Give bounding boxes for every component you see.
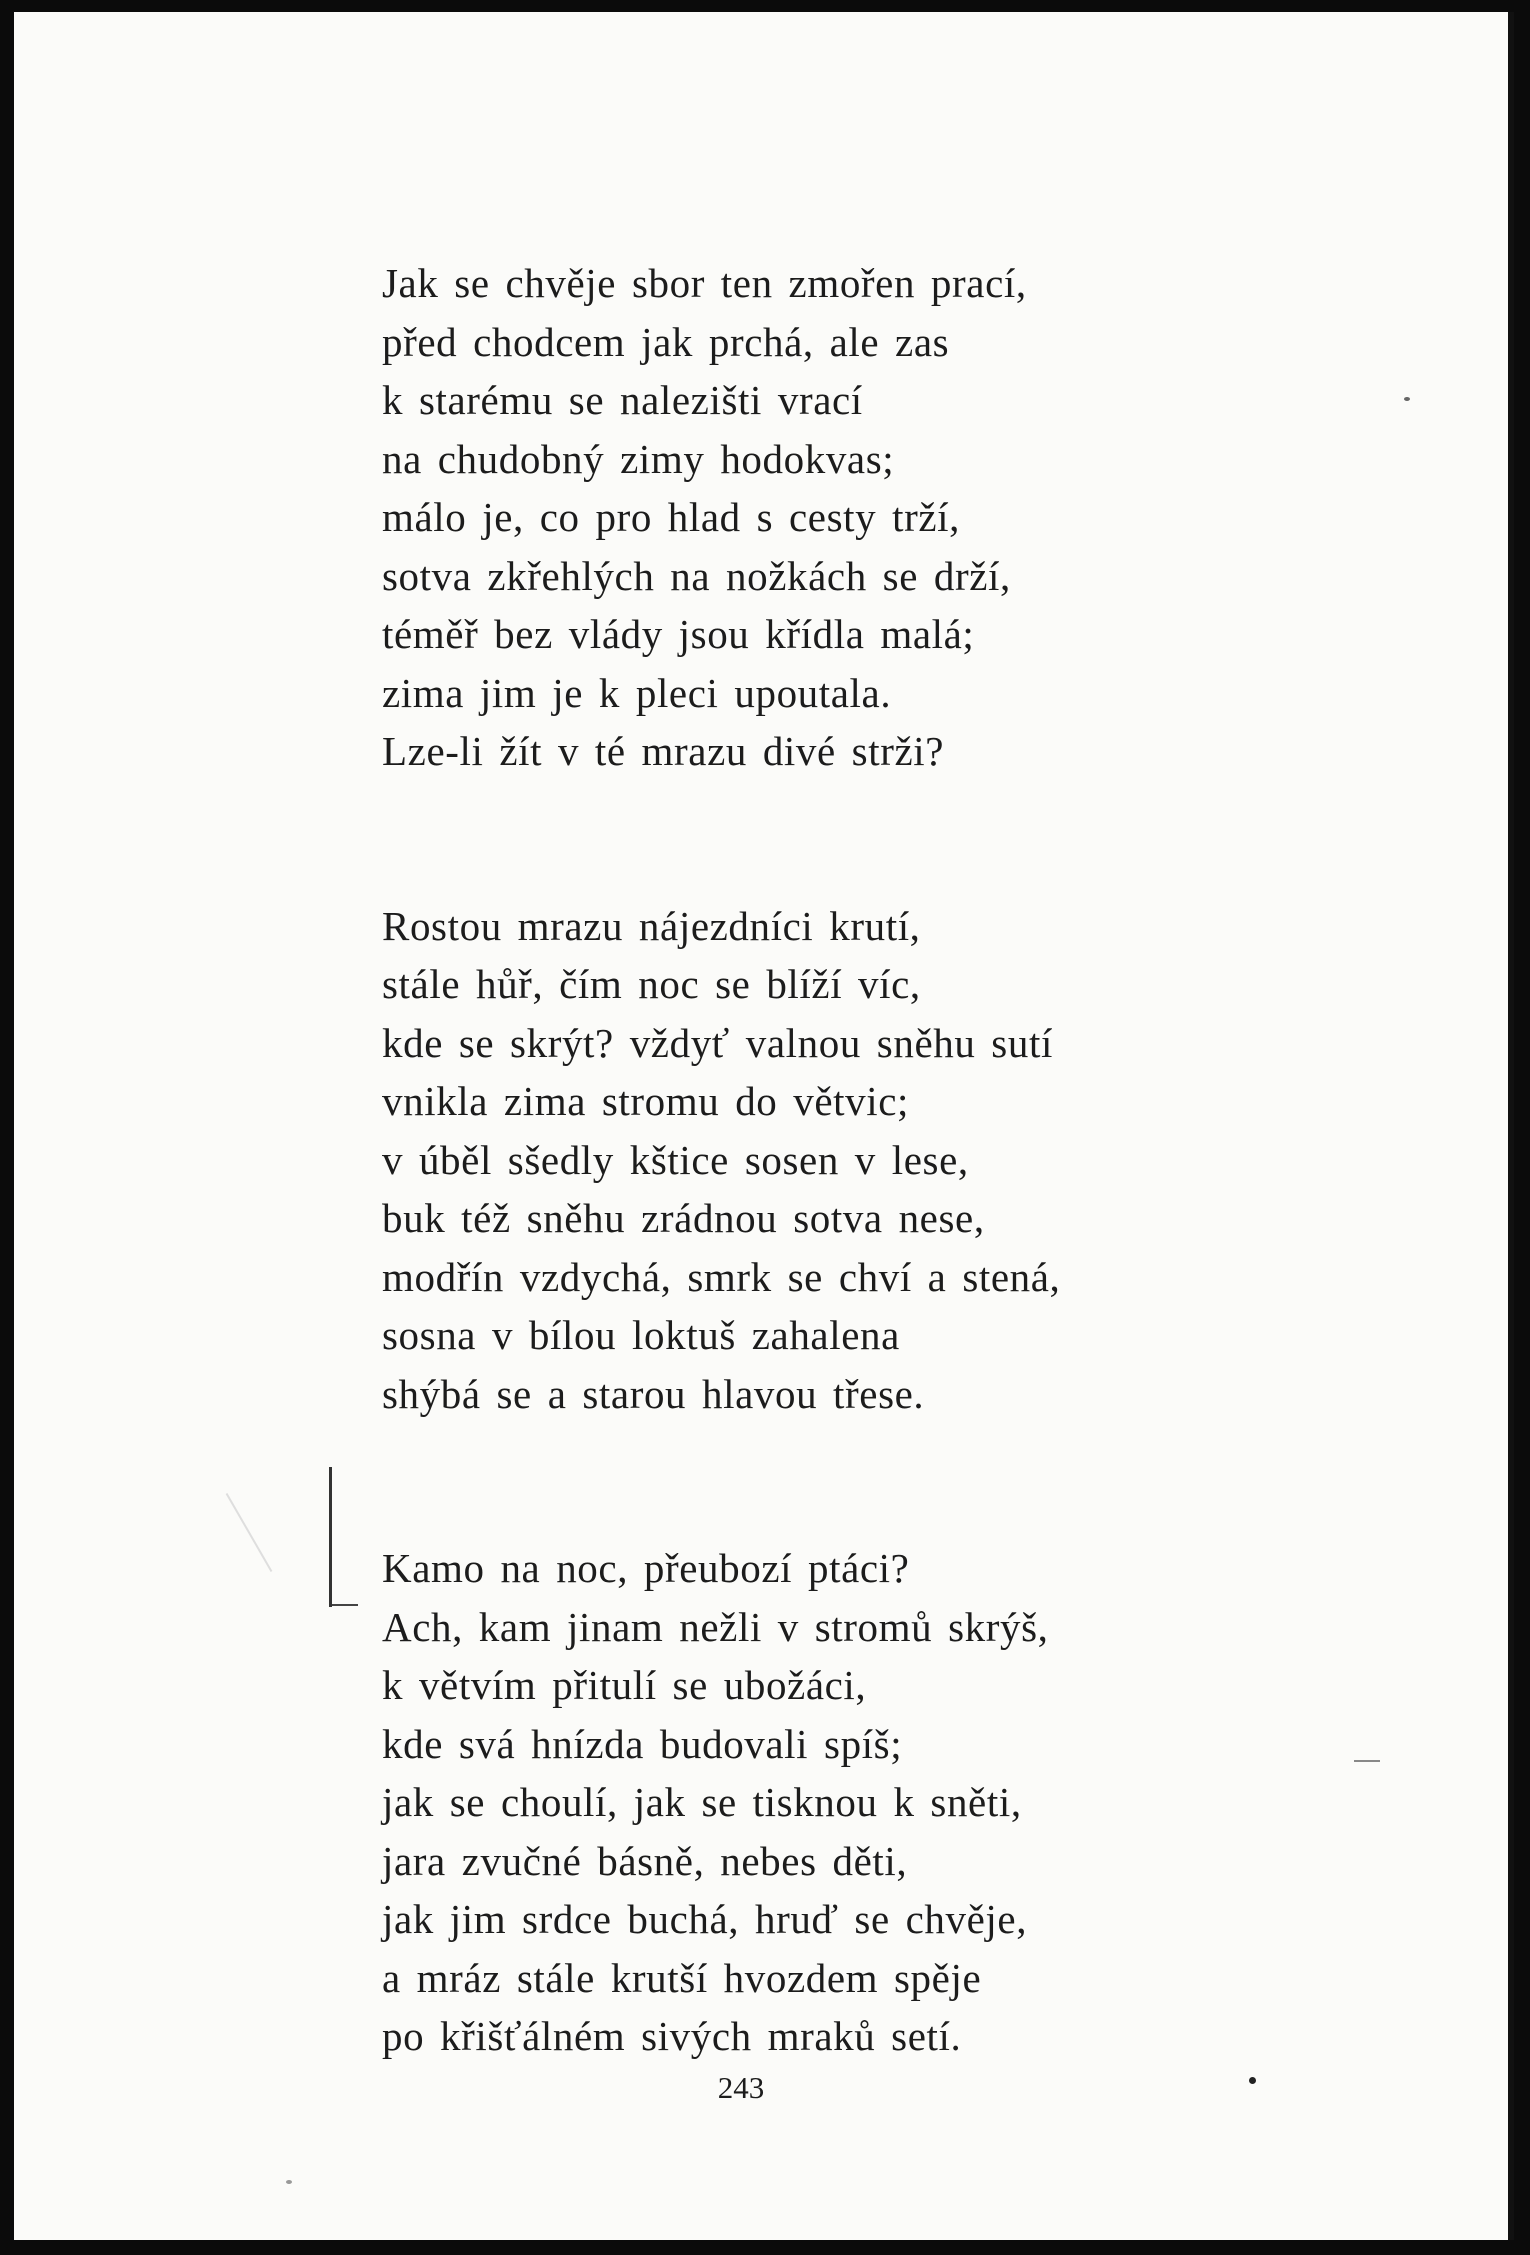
poem-line: Lze-li žít v té mrazu divé strži?	[382, 728, 945, 774]
poem-line: modřín vzdychá, smrk se chví a stená,	[382, 1253, 1061, 1300]
poem-line: v úběl sšedly kštice sosen v lese,	[382, 1136, 969, 1183]
poem-line: sosna v bílou loktuš zahalena	[382, 1312, 900, 1358]
poem-line: na chudobný zimy hodokvas;	[382, 435, 895, 482]
poem-line: jara zvučné básně, nebes děti,	[382, 1837, 908, 1884]
poem-line: téměř bez vlády jsou křídla malá;	[382, 611, 975, 657]
poem-line: Jak se chvěje sbor ten zmořen prací,	[382, 260, 1027, 306]
margin-bracket-mark	[329, 1467, 332, 1607]
poem-line: kde svá hnízda budovali spíš;	[382, 1720, 903, 1767]
book-page	[14, 12, 1514, 2240]
poem-line: stále hůř, čím noc se blíží víc,	[382, 961, 921, 1007]
speck-mark	[1404, 397, 1410, 401]
margin-bracket-tick	[332, 1604, 358, 1606]
stanza-2	[382, 897, 1382, 1424]
poem-line: před chodcem jak prchá, ale zas	[382, 318, 950, 365]
poem-line: Rostou mrazu nájezdníci krutí,	[382, 902, 921, 949]
poem-line: vnikla zima stromu do větvic;	[382, 1078, 910, 1124]
speck-mark	[286, 2180, 292, 2184]
poem-line: jak jim srdce buchá, hruď se chvěje,	[382, 1896, 1028, 1942]
poem-line: Ach, kam jinam nežli v stromů skrýš,	[382, 1603, 1049, 1650]
poem-line: buk též sněhu zrádnou sotva nese,	[382, 1195, 985, 1241]
poem	[382, 254, 1382, 2182]
stanza-1	[382, 254, 1382, 781]
poem-line: Kamo na noc, přeubozí ptáci?	[382, 1545, 910, 1591]
poem-line: a mráz stále krutší hvozdem spěje	[382, 1954, 982, 2001]
stanza-3	[382, 1539, 1382, 2066]
poem-line: zima jim je k pleci upoutala.	[382, 669, 892, 716]
page-number: 243	[717, 2070, 765, 2105]
poem-line: jak se choulí, jak se tisknou k sněti,	[382, 1779, 1022, 1825]
poem-line: po křišťálném sivých mraků setí.	[382, 2013, 962, 2059]
poem-line: k větvím přitulí se ubožáci,	[382, 1662, 867, 1708]
pencil-smudge	[226, 1478, 299, 1572]
poem-line: k starému se nalezišti vrací	[382, 377, 863, 423]
poem-line: shýbá se a starou hlavou třese.	[382, 1370, 925, 1417]
poem-line: kde se skrýt? vždyť valnou sněhu sutí	[382, 1019, 1053, 1066]
poem-line: málo je, co pro hlad s cesty trží,	[382, 494, 960, 540]
poem-line: sotva zkřehlých na nožkách se drží,	[382, 552, 1011, 599]
